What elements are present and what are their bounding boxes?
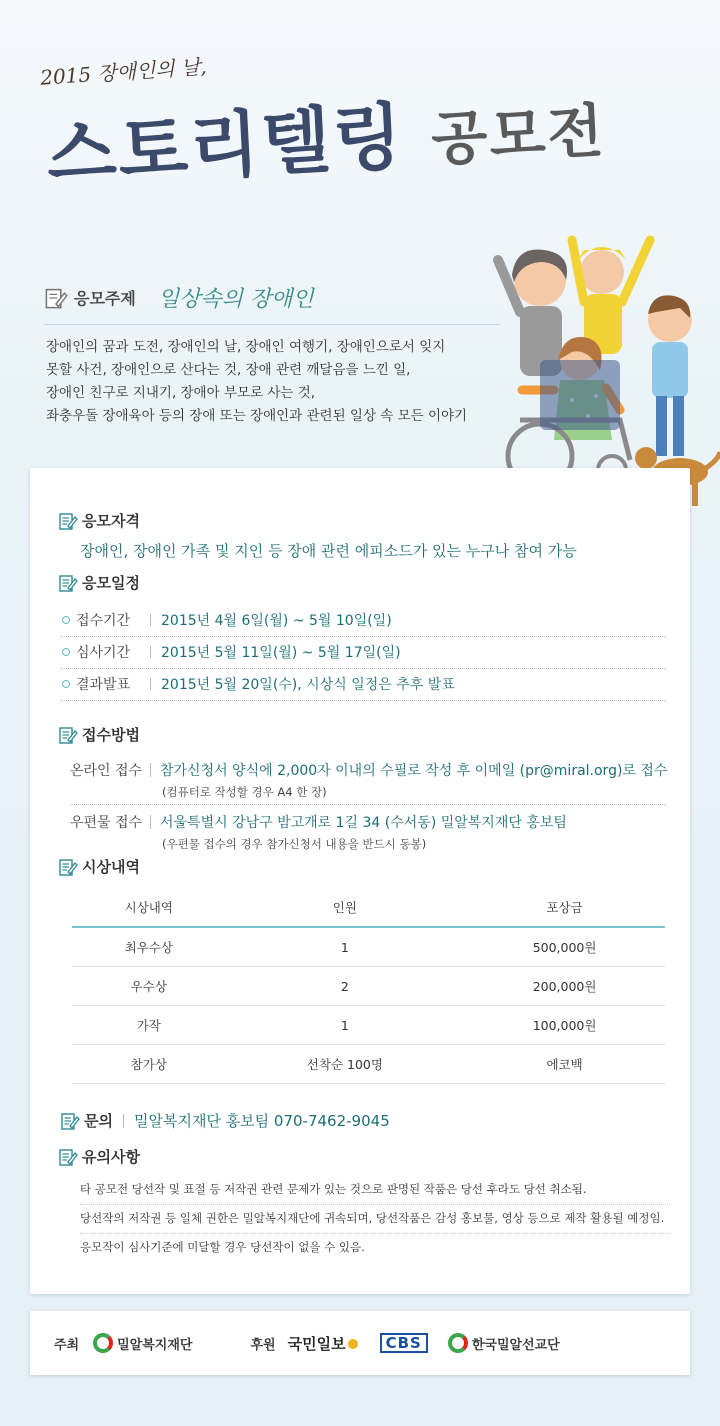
separator (150, 614, 151, 626)
theme-row (44, 282, 314, 313)
sponsor-milal-logo (448, 1333, 560, 1353)
note-pencil-icon (58, 857, 78, 877)
theme-desc-line: 못할 사건, 장애인으로 산다는 것, 장애 관련 깨달음을 느낀 일, (46, 362, 411, 378)
separator (123, 1114, 124, 1128)
divider (70, 804, 665, 805)
contact-row (60, 1110, 390, 1131)
contact-label: 문의 (84, 1112, 113, 1130)
table-row (72, 1006, 665, 1045)
notes-title-label: 유의사항 (82, 1148, 140, 1166)
table-cell: 가작 (72, 1006, 226, 1045)
table-cell: 500,000원 (464, 927, 665, 967)
schedule-value: 2015년 4월 6일(월) ~ 5월 10일(일) (161, 613, 392, 629)
sponsor-name: 국민일보 (287, 1334, 346, 1353)
schedule-title-label: 응모일정 (82, 574, 140, 592)
qualification-title-label: 응모자격 (82, 512, 140, 530)
list-item: 응모작이 심사기준에 미달할 경우 당선작이 없을 수 있음. (80, 1240, 365, 1254)
miral-logo-icon (448, 1333, 468, 1353)
host-logo (93, 1333, 192, 1353)
hero-banner (0, 0, 720, 470)
table-cell: 1 (226, 1006, 465, 1045)
theme-desc-line: 장애인 친구로 지내기, 장애아 부모로 사는 것, (46, 385, 316, 401)
schedule-value: 2015년 5월 20일(수), 시상식 일정은 추후 발표 (161, 677, 455, 693)
bullet-icon (62, 680, 70, 688)
sun-icon (348, 1339, 358, 1349)
separator (150, 646, 151, 658)
schedule-label: 접수기간 (76, 613, 131, 629)
table-header-row (72, 888, 665, 927)
schedule-row (60, 636, 665, 669)
theme-description (46, 336, 516, 428)
theme-desc-line: 좌충우돌 장애육아 등의 장애 또는 장애인과 관련된 일상 속 모든 이야기 (46, 408, 468, 424)
family-wheelchair-illustration (480, 220, 720, 510)
theme-desc-line: 장애인의 꿈과 도전, 장애인의 날, 장애인 여행기, 장애인으로서 잊지 (46, 339, 446, 355)
table-cell: 최우수상 (72, 927, 226, 967)
list-item: 당선작의 저작권 등 일체 권한은 밀알복지재단에 귀속되며, 당선작품은 감성 홍보물, 영상 등으로 제작 활용될 예정임. (80, 1205, 670, 1234)
separator (150, 815, 151, 829)
method-title (58, 724, 140, 745)
note-pencil-icon (60, 1111, 80, 1131)
table-cell: 선착순 100명 (226, 1045, 465, 1084)
table-cell: 200,000원 (464, 967, 665, 1006)
hero-title (44, 67, 608, 200)
table-cell: 100,000원 (464, 1006, 665, 1045)
table-cell: 에코백 (464, 1045, 665, 1084)
schedule-label: 결과발표 (76, 677, 131, 693)
separator (150, 763, 151, 777)
table-header: 포상금 (464, 888, 665, 927)
table-cell: 우수상 (72, 967, 226, 1006)
method-label: 온라인 접수 (70, 763, 143, 779)
hero-subtitle: 2015 장애인의 날, (39, 54, 208, 90)
hero-title-sub: 공모전 (429, 96, 607, 174)
table-row (72, 927, 665, 967)
divider (44, 324, 500, 325)
schedule-row (60, 604, 665, 637)
method-value: 서울특별시 강남구 밤고개로 1길 34 (수서동) 밀알복지재단 홍보팀 (160, 815, 567, 831)
sponsor-label: 후원 (250, 1337, 276, 1353)
theme-label: 응모주제 (74, 289, 136, 308)
awards-title-label: 시상내역 (82, 858, 140, 876)
table-header: 시상내역 (72, 888, 226, 927)
awards-title (58, 856, 140, 877)
note-pencil-icon (44, 286, 68, 310)
bullet-icon (62, 616, 70, 624)
contact-value: 밀알복지재단 홍보팀 070-7462-9045 (133, 1112, 390, 1130)
notes-title (58, 1146, 140, 1167)
schedule-label: 심사기간 (76, 645, 131, 661)
table-row (72, 1045, 665, 1084)
miral-logo-icon (93, 1333, 113, 1353)
method-value: 참가신청서 양식에 2,000자 이내의 수필로 작성 후 이메일 (pr@miral.org)로 접수 (160, 763, 668, 779)
notes-list (80, 1176, 670, 1262)
sponsor-name: 한국밀알선교단 (471, 1337, 560, 1353)
schedule-value: 2015년 5월 11일(월) ~ 5월 17일(일) (161, 645, 401, 661)
method-label: 우편물 접수 (70, 815, 143, 831)
table-row (72, 967, 665, 1006)
footer-sponsors (30, 1311, 690, 1375)
note-pencil-icon (58, 725, 78, 745)
method-note: (컴퓨터로 작성할 경우 A4 한 장) (162, 785, 327, 799)
separator (150, 678, 151, 690)
hero-title-main: 스토리텔링 (44, 92, 407, 197)
method-title-label: 접수방법 (82, 726, 140, 744)
table-cell: 1 (226, 927, 465, 967)
method-note: (우편물 접수의 경우 참가신청서 내용을 반드시 동봉) (162, 837, 427, 851)
qualification-value: 장애인, 장애인 가족 및 지인 등 장애 관련 에피소드가 있는 누구나 참여 가능 (80, 542, 577, 560)
schedule-row (60, 668, 665, 701)
schedule-title (58, 572, 140, 593)
note-pencil-icon (58, 1147, 78, 1167)
awards-table (72, 888, 665, 1084)
theme-value: 일상속의 장애인 (157, 287, 314, 312)
table-cell: 2 (226, 967, 465, 1006)
note-pencil-icon (58, 511, 78, 531)
bullet-icon (62, 648, 70, 656)
host-label: 주최 (54, 1337, 80, 1353)
qualification-title (58, 510, 140, 531)
note-pencil-icon (58, 573, 78, 593)
host-name: 밀알복지재단 (117, 1337, 193, 1353)
sponsor-cbs-logo: CBS (380, 1333, 428, 1353)
sponsor-kukmin-logo (288, 1333, 358, 1354)
table-header: 인원 (226, 888, 465, 927)
table-cell: 참가상 (72, 1045, 226, 1084)
list-item: 타 공모전 당선작 및 표절 등 저작권 관련 문제가 있는 것으로 판명된 작품은 당선 후라도 당선 취소됨. (80, 1176, 670, 1205)
content-panel (30, 468, 690, 1294)
